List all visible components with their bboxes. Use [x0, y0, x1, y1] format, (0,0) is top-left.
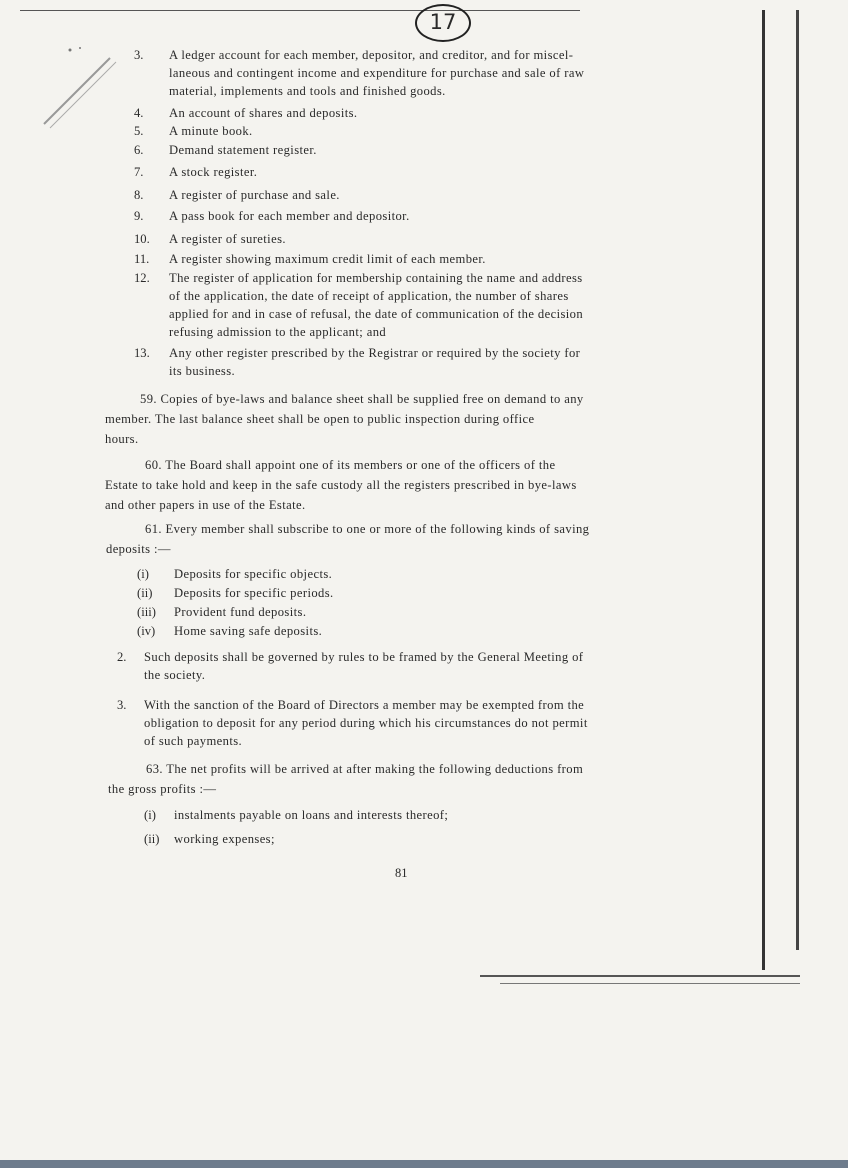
list-item-text: A register showing maximum credit limit of each member. — [169, 252, 486, 266]
deposit-kind-number: (ii) — [137, 586, 153, 600]
paragraph-line: 63. The net profits will be arrived at after making the following deductions from — [146, 762, 584, 776]
list-item-text: of the application, the date of receipt of application, the number of shares — [169, 289, 569, 303]
paragraph-line: and other papers in use of the Estate. — [105, 498, 306, 512]
deposit-kind-text: Deposits for specific objects. — [174, 567, 333, 581]
list-item-text: the society. — [144, 668, 206, 682]
list-item-number: 8. — [134, 188, 144, 202]
deduction-number: (i) — [144, 808, 156, 822]
deduction-number: (ii) — [144, 832, 160, 846]
right-outer-rule — [796, 10, 799, 950]
deposit-kind-number: (iii) — [137, 605, 156, 619]
paragraph-line: 59. Copies of bye-laws and balance sheet shall be supplied free on demand to any — [140, 392, 584, 406]
paragraph-line: Estate to take hold and keep in the safe custody all the registers prescribed in bye-laws — [105, 478, 577, 492]
list-item-number: 7. — [134, 165, 144, 179]
paragraph-line: member. The last balance sheet shall be open to public inspection during office — [105, 412, 535, 426]
deduction-text: instalments payable on loans and interests thereof; — [174, 808, 449, 822]
top-rule — [20, 10, 580, 11]
list-item-text: laneous and contingent income and expenditure for purchase and sale of raw — [169, 66, 585, 80]
list-item-text: Such deposits shall be governed by rules to be framed by the General Meeting of — [144, 650, 584, 664]
list-item-text: A minute book. — [169, 124, 253, 138]
deposit-kind-text: Deposits for specific periods. — [174, 586, 334, 600]
list-item-text: refusing admission to the applicant; and — [169, 325, 387, 339]
bottom-rule — [480, 975, 800, 977]
list-item-number: 5. — [134, 124, 144, 138]
scan-edge — [0, 1160, 848, 1168]
list-item-text: of such payments. — [144, 734, 243, 748]
paragraph-line: the gross profits :— — [108, 782, 217, 796]
list-item-number: 9. — [134, 209, 144, 223]
list-item-number: 3. — [117, 698, 127, 712]
list-item-text: applied for and in case of refusal, the date of communication of the decision — [169, 307, 584, 321]
paragraph-line: 60. The Board shall appoint one of its members or one of the officers of the — [145, 458, 556, 472]
list-item-text: A register of purchase and sale. — [169, 188, 340, 202]
list-item-text: The register of application for membership containing the name and address — [169, 271, 583, 285]
list-item-text: material, implements and tools and finished goods. — [169, 84, 446, 98]
list-item-text: A register of sureties. — [169, 232, 286, 246]
list-item-text: Any other register prescribed by the Registrar or required by the society for — [169, 346, 581, 360]
list-item-number: 6. — [134, 143, 144, 157]
deposit-kind-text: Provident fund deposits. — [174, 605, 307, 619]
bottom-rule-2 — [500, 983, 800, 984]
deduction-text: working expenses; — [174, 832, 275, 846]
list-item-number: 2. — [117, 650, 127, 664]
list-item-number: 10. — [134, 232, 150, 246]
right-margin-rule — [762, 10, 765, 970]
list-item-text: Demand statement register. — [169, 143, 317, 157]
corner-scan-mark — [40, 40, 120, 130]
list-item-text: A pass book for each member and depositor. — [169, 209, 410, 223]
list-item-text: An account of shares and deposits. — [169, 106, 358, 120]
deposit-kind-number: (iv) — [137, 624, 156, 638]
list-item-number: 13. — [134, 346, 150, 360]
list-item-number: 11. — [134, 252, 150, 266]
list-item-number: 4. — [134, 106, 144, 120]
paragraph-line: deposits :— — [106, 542, 171, 556]
deposit-kind-text: Home saving safe deposits. — [174, 624, 323, 638]
list-item-text: A ledger account for each member, depositor, and creditor, and for miscel- — [169, 48, 574, 62]
list-item-text: With the sanction of the Board of Directors a member may be exempted from the — [144, 698, 585, 712]
list-item-text: A stock register. — [169, 165, 258, 179]
paragraph-line: hours. — [105, 432, 139, 446]
list-item-number: 12. — [134, 271, 150, 285]
page-number: 81 — [395, 866, 408, 880]
handwritten-page-stamp: 17 — [415, 4, 471, 42]
list-item-text: its business. — [169, 364, 236, 378]
paragraph-line: 61. Every member shall subscribe to one or more of the following kinds of saving — [145, 522, 590, 536]
deposit-kind-number: (i) — [137, 567, 149, 581]
list-item-text: obligation to deposit for any period during which his circumstances do not permit — [144, 716, 588, 730]
list-item-number: 3. — [134, 48, 144, 62]
